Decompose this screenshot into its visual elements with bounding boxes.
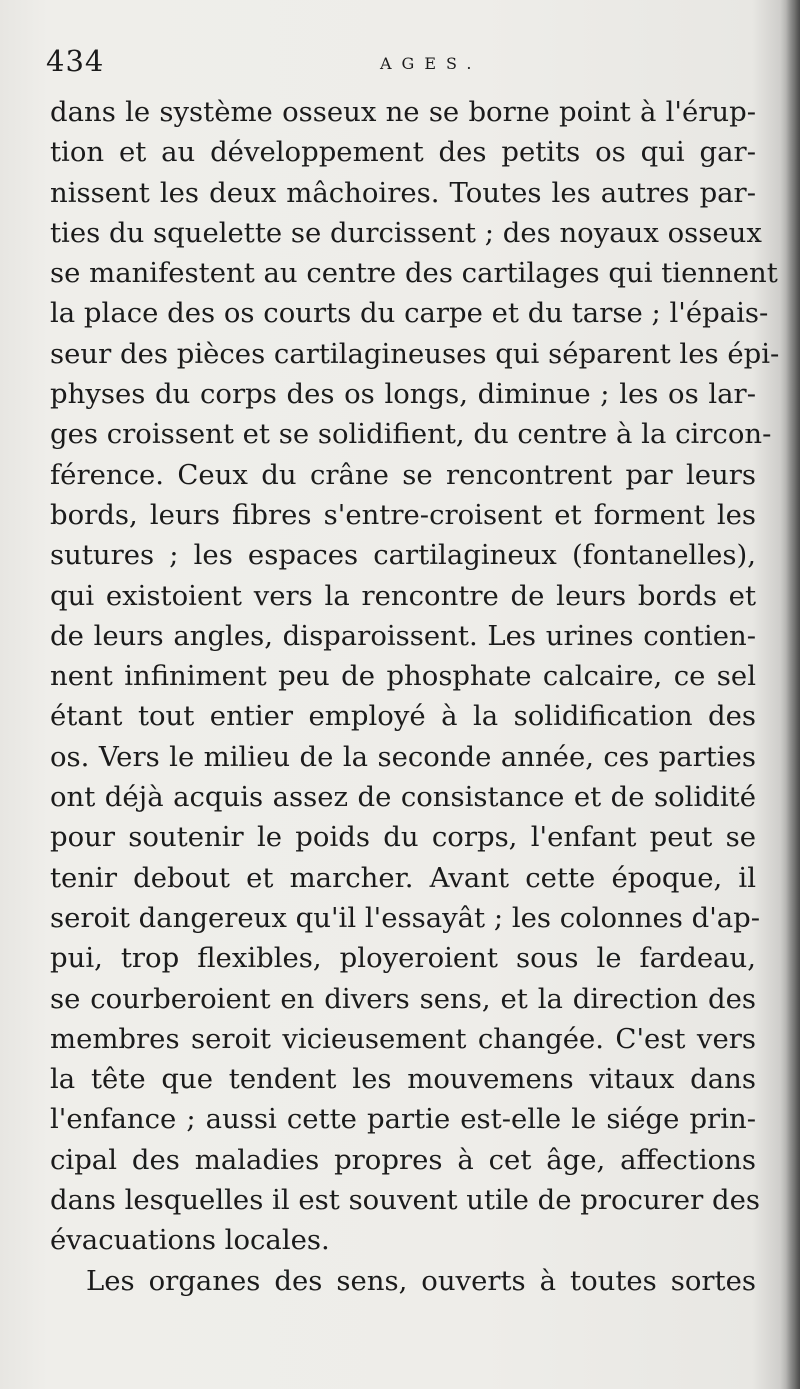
text-line: pour soutenir le poids du corps, l'enfant peut se [50,821,756,854]
text-line: évacuations locales. [50,1224,330,1257]
text-line: bords, leurs fibres s'entre-croisent et forment les [50,498,756,531]
text-line: pui, trop flexibles, ployeroient sous le fardeau, [50,942,756,975]
paragraph-start-line: Les organes des sens, ouverts à toutes sortes [86,1264,756,1297]
text-line: la place des os courts du carpe et du tarse ; l'épais- [50,297,769,330]
text-line: l'enfance ; aussi cette partie est-elle le siége prin- [50,1103,756,1136]
text-line: férence. Ceux du crâne se rencontrent par leurs [50,458,756,491]
body-text [50,92,780,1301]
text-line: dans le système osseux ne se borne point à l'érup- [50,96,756,128]
text-line: dans lesquelles il est souvent utile de procurer des [50,1184,760,1217]
running-head: AGES. [380,54,482,73]
text-line: ges croissent et se solidifient, du centre à la circon- [50,418,772,451]
text-line: membres seroit vicieusement changée. C'est vers [50,1022,756,1055]
text-line: ties du squelette se durcissent ; des noyaux osseux [50,216,762,249]
text-line: tion et au développement des petits os qui gar- [50,136,756,169]
page-number: 434 [46,44,105,78]
text-line: qui existoient vers la rencontre de leurs bords et [50,579,756,612]
text-line: ont déjà acquis assez de consistance et de solidité [50,781,756,814]
text-line: tenir debout et marcher. Avant cette époque, il [50,861,756,894]
text-line: physes du corps des os longs, diminue ; les os lar- [50,378,756,411]
text-line: os. Vers le milieu de la seconde année, ces parties [50,740,756,773]
text-line: seroit dangereux qu'il l'essayât ; les colonnes d'ap- [50,901,761,934]
page-header [46,44,746,84]
text-line: se courberoient en divers sens, et la direction des [50,982,756,1015]
text-line: seur des pièces cartilagineuses qui séparent les épi- [50,337,780,370]
text-line: étant tout entier employé à la solidification des [50,700,756,733]
text-line: se manifestent au centre des cartilages qui tiennent [50,257,778,290]
text-line: sutures ; les espaces cartilagineux (fontanelles), [50,539,756,572]
text-line: cipal des maladies propres à cet âge, affections [50,1143,756,1176]
page-edge-shadow [786,0,800,1389]
text-line: la tête que tendent les mouvemens vitaux dans [50,1063,756,1096]
text-line: nissent les deux mâchoires. Toutes les autres par- [50,176,756,209]
text-line: nent infiniment peu de phosphate calcaire, ce sel [50,660,756,693]
text-line: de leurs angles, disparoissent. Les urines contien- [50,619,756,652]
